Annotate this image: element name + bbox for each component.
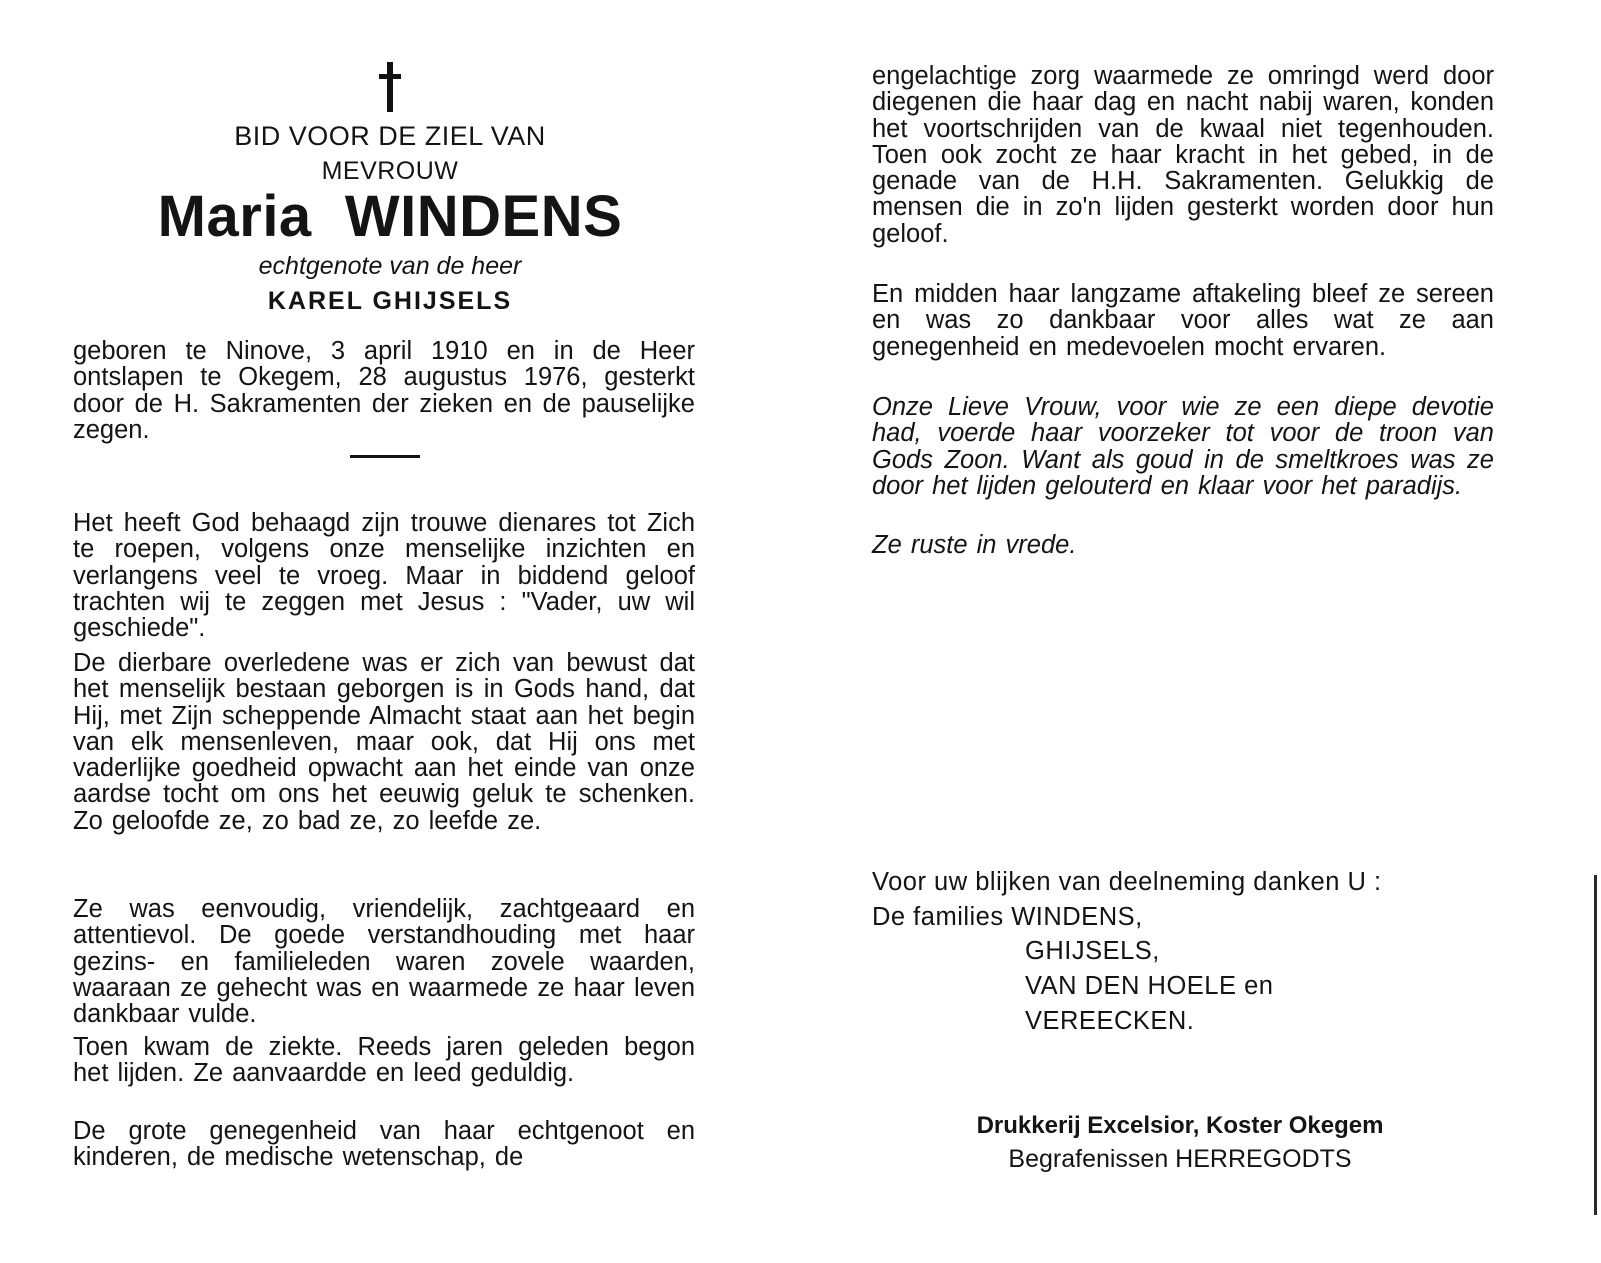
paragraph-3: Ze was eenvoudig, vriendelijk, zachtgeaard en attentievol. De goede verstandhouding met haar gezins- en familieleden waren zovele waarden, waaraan ze gehecht was en waarmede ze haar leven dankbaar vulde. [73,895,695,1029]
birth-death-text: geboren te Ninove, 3 april 1910 en in de Heer ontslapen te Okegem, 28 augustus 1976, gesterkt door de H. Sakramenten der zieken en de pauselijke zegen. [73,337,695,444]
paragraph-4: Toen kwam de ziekte. Reeds jaren geleden begon het lijden. Ze aanvaardde en leed geduldig. [73,1033,695,1088]
paragraph-5: De grote genegenheid van haar echtgenoot en kinderen, de medische wetenschap, de [73,1117,695,1172]
spouse-label: echtgenote van de heer [258,252,522,280]
scan-edge-line [1594,875,1597,1215]
paragraph-2: De dierbare overledene was er zich van bewust dat het menselijk bestaan geborgen is in Gods hand, dat Hij, met Zijn scheppende Almacht staat aan het begin van elk mensenleven, maar ook, dat Hij ons met vaderlijke goedheid opwacht aan het einde van onze aardse tocht om ons het eeuwig geluk te schenken. Zo geloofde ze, zo bad ze, zo leefde ze. [73,649,695,835]
spouse-name: KAREL GHIJSELS [267,287,513,315]
family-van-den-hoele: VAN DEN HOELE en [1025,972,1274,1000]
printer-line: Drukkerij Excelsior, Koster Okegem [976,1112,1384,1139]
closing-line: Ze ruste in vrede. [872,531,1077,559]
divider [350,455,420,458]
family-ghijsels: GHIJSELS, [1025,937,1160,965]
funeral-director-line: Begrafenissen HERREGODTS [1008,1145,1352,1173]
family-vereecken: VEREECKEN. [1025,1007,1195,1035]
paragraph-1: Het heeft God behaagd zijn trouwe dienares tot Zich te roepen, volgens onze menselijke inzichten en verlangens veel te vroeg. Maar in biddend geloof trachten wij te zeggen met Jesus : "Vader, uw wil geschiede". [73,509,695,643]
thanks-line: Voor uw blijken van deelneming danken U : [872,868,1382,896]
deceased-name: Maria WINDENS [157,184,623,249]
right-paragraph-1: engelachtige zorg waarmede ze omringd werd door diegenen die haar dag en nacht nabij waren, konden het voortschrijden van de kwaal niet tegenhouden. Toen ook zocht ze haar kracht in het gebed, in de genade van de H.H. Sakramenten. Gelukkig de mensen die in zo'n lijden gesterkt worden door hun geloof. [872,62,1494,248]
title-mevrouw: MEVROUW [321,157,459,185]
families-line: De families WINDENS, [872,903,1143,931]
right-paragraph-2: En midden haar langzame aftakeling bleef ze sereen en was zo dankbaar voor alles wat ze aan genegenheid en medevoelen mocht ervaren. [872,280,1494,361]
prayer-heading: BID VOOR DE ZIEL VAN [234,121,546,151]
cross-icon [379,62,401,112]
right-paragraph-3: Onze Lieve Vrouw, voor wie ze een diepe devotie had, voerde haar voorzeker tot voor de troon van Gods Zoon. Want als goud in de smeltkroes was ze door het lijden gelouterd en klaar voor het paradijs. [872,393,1494,500]
